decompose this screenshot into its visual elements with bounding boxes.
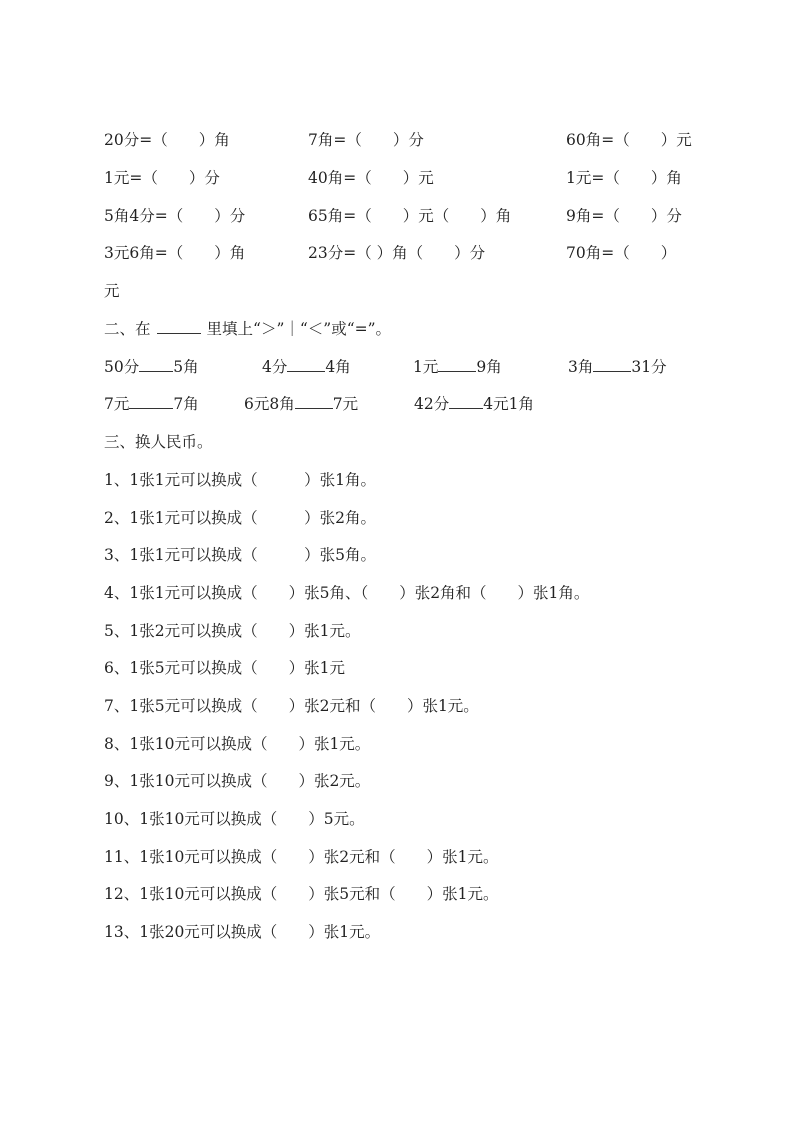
conversion-item: 20分=（ ）角: [104, 131, 230, 149]
exchange-item: 8、1张10元可以换成（ ）张1元。: [104, 735, 371, 753]
exchange-item: 3、1张1元可以换成（ ）张5角。: [104, 546, 376, 564]
exchange-item: 5、1张2元可以换成（ ）张1元。: [104, 622, 361, 640]
conversion-row-wrap: [0, 277, 800, 305]
exchange-item: 9、1张10元可以换成（ ）张2元。: [104, 772, 371, 790]
compare-item: 3角 31分: [568, 353, 667, 381]
answer-blank[interactable]: [449, 390, 483, 409]
compare-item: 1元 9角: [413, 353, 502, 381]
conversion-item: 7角=（ ）分: [308, 131, 424, 149]
conversion-item: 70角=（ ）: [566, 244, 677, 262]
answer-blank[interactable]: [438, 353, 476, 372]
heading-prefix: 二、在: [104, 320, 151, 338]
exchange-item: 13、1张20元可以换成（ ）张1元。: [104, 923, 381, 941]
compare-item: 42分 4元1角: [414, 390, 534, 418]
exchange-item: 4、1张1元可以换成（ ）张5角、（ ）张2角和（ ）张1角。: [104, 584, 590, 602]
compare-row: [0, 353, 800, 381]
compare-row: [0, 390, 800, 418]
conversion-item: 3元6角=（ ）角: [104, 244, 246, 262]
conversion-item: 5角4分=（ ）分: [104, 207, 246, 225]
conversion-item: 23分=（ ）角（ ）分: [308, 244, 486, 262]
exchange-item: 2、1张1元可以换成（ ）张2角。: [104, 509, 376, 527]
answer-blank[interactable]: [593, 353, 631, 372]
conversion-item: 9角=（ ）分: [566, 207, 682, 225]
section-heading-compare: [0, 315, 800, 343]
conversion-row: [0, 126, 800, 154]
compare-item: 4分 4角: [262, 353, 351, 381]
compare-item: 50分 5角: [104, 353, 199, 381]
conversion-item: 1元=（ ）角: [566, 169, 682, 187]
conversion-row: [0, 202, 800, 230]
conversion-item: 1元=（ ）分: [104, 169, 220, 187]
conversion-item: 65角=（ ）元（ ）角: [308, 207, 512, 225]
answer-blank[interactable]: [287, 353, 325, 372]
exchange-item: 12、1张10元可以换成（ ）张5元和（ ）张1元。: [104, 885, 499, 903]
exchange-item: 1、1张1元可以换成（ ）张1角。: [104, 471, 376, 489]
exchange-item: 11、1张10元可以换成（ ）张2元和（ ）张1元。: [104, 848, 499, 866]
compare-item: 7元 7角: [104, 390, 199, 418]
answer-blank[interactable]: [295, 390, 333, 409]
wrapped-unit: 元: [104, 282, 120, 300]
exchange-item: 6、1张5元可以换成（ ）张1元: [104, 659, 345, 677]
conversion-row: [0, 239, 800, 267]
conversion-item: 60角=（ ）元: [566, 131, 692, 149]
heading-suffix: 里填上“＞”｜“＜”或“=”。: [206, 320, 392, 338]
answer-blank[interactable]: [139, 353, 173, 372]
conversion-row: [0, 164, 800, 192]
answer-blank[interactable]: [129, 390, 173, 409]
conversion-item: 40角=（ ）元: [308, 169, 434, 187]
exchange-item: 10、1张10元可以换成（ ）5元。: [104, 810, 365, 828]
compare-item: 6元8角 7元: [244, 390, 358, 418]
answer-blank[interactable]: [157, 315, 201, 334]
section-heading-exchange: 三、换人民币。: [104, 433, 213, 451]
exchange-item: 7、1张5元可以换成（ ）张2元和（ ）张1元。: [104, 697, 479, 715]
